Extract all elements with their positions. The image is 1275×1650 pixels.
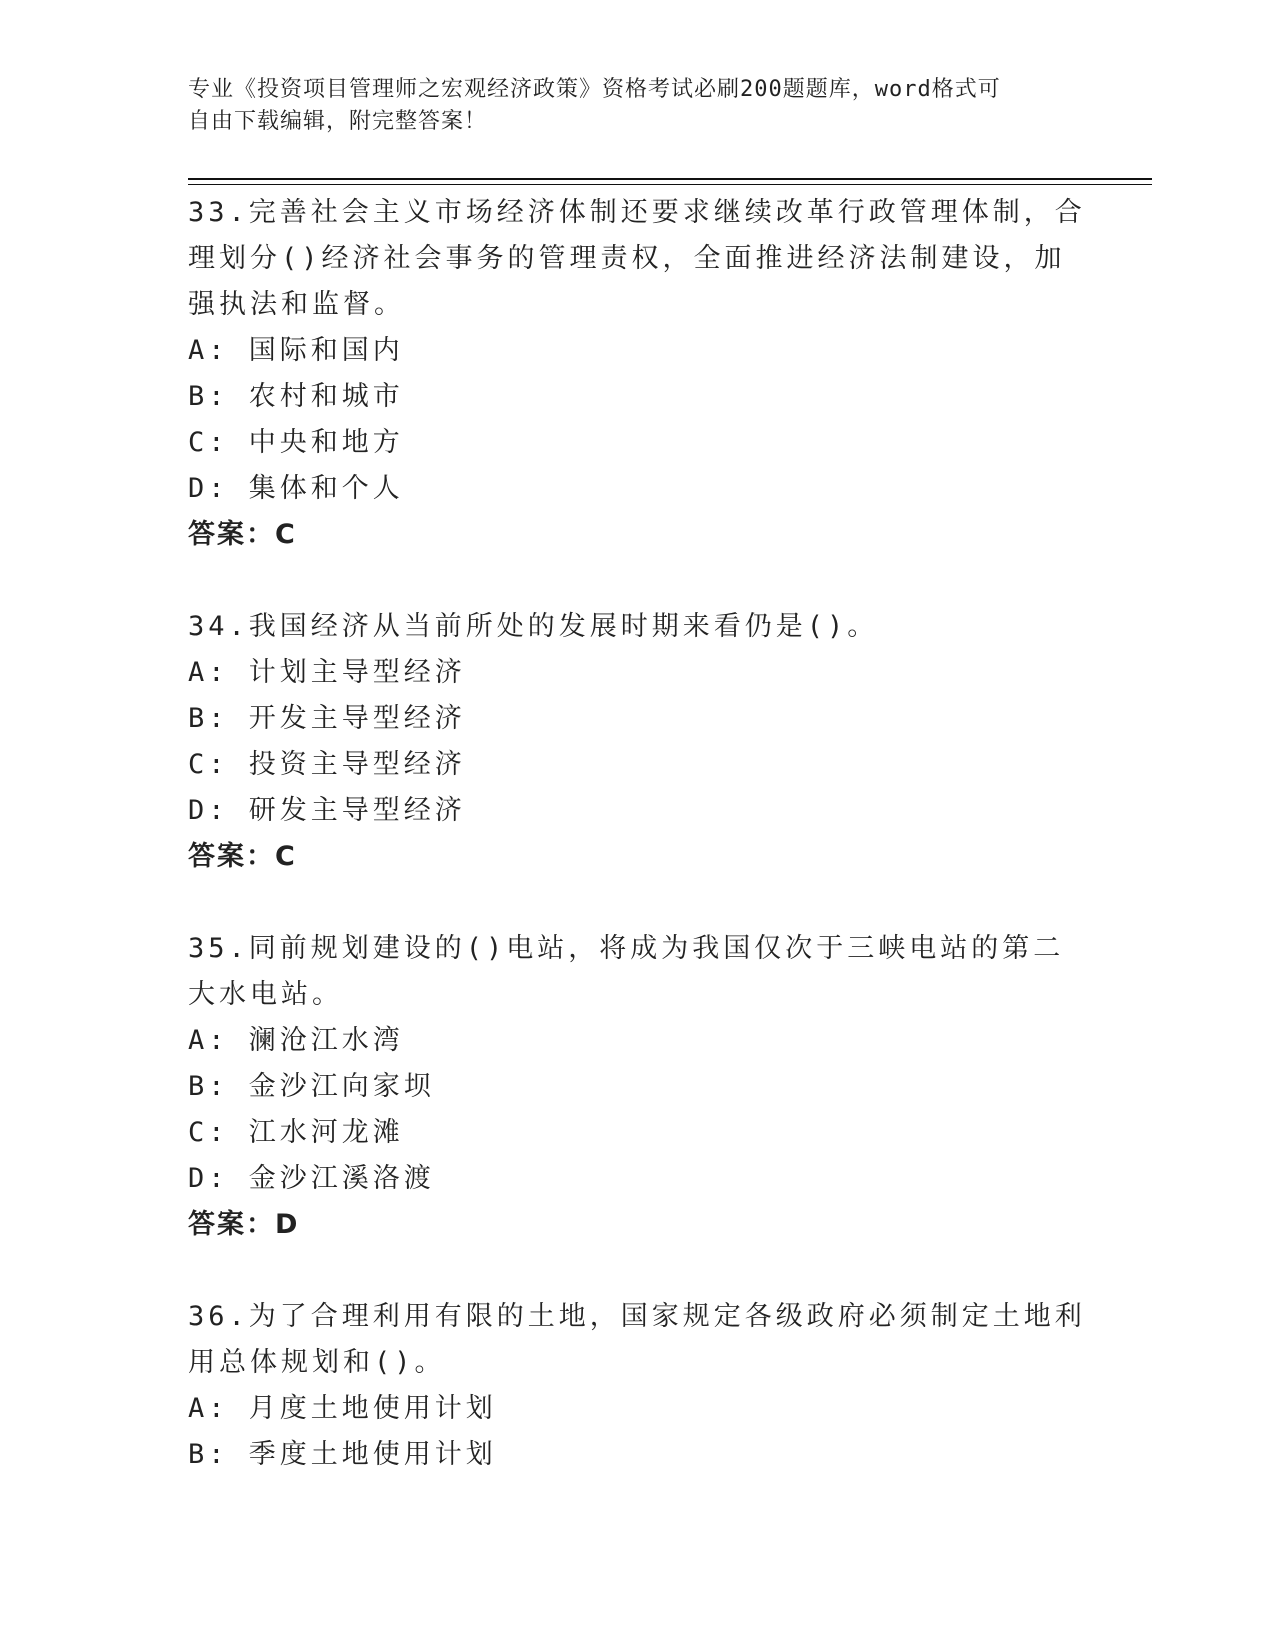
answer-value: D	[275, 1209, 300, 1240]
option-b: B: 季度土地使用计划	[188, 1439, 497, 1470]
option-b: B: 开发主导型经济	[188, 703, 466, 734]
answer-label: 答案：	[188, 841, 275, 872]
option-c: C: 江水河龙滩	[188, 1117, 404, 1148]
option-d: D: 集体和个人	[188, 473, 404, 504]
option-a: A: 国际和国内	[188, 335, 404, 366]
header-line-1: 专业《投资项目管理师之宏观经济政策》资格考试必刷200题题库，word格式可	[188, 77, 1001, 102]
document-header	[188, 74, 1068, 138]
header-line-2: 自由下载编辑，附完整答案！	[188, 109, 488, 134]
answer-line	[188, 834, 1088, 880]
answer-value: C	[275, 841, 297, 872]
question-stem: 34.我国经济从当前所处的发展时期来看仍是()。	[188, 611, 879, 642]
answer-label: 答案：	[188, 519, 275, 550]
answer-value: C	[275, 519, 297, 550]
question-35	[188, 926, 1088, 1248]
header-rule-thick	[188, 178, 1152, 180]
option-b: B: 金沙江向家坝	[188, 1071, 435, 1102]
answer-line	[188, 1202, 1088, 1248]
option-d: D: 金沙江溪洛渡	[188, 1163, 435, 1194]
answer-label: 答案：	[188, 1209, 275, 1240]
question-33	[188, 190, 1088, 558]
option-c: C: 中央和地方	[188, 427, 404, 458]
option-d: D: 研发主导型经济	[188, 795, 466, 826]
question-34	[188, 604, 1088, 880]
question-stem: 36.为了合理利用有限的土地，国家规定各级政府必须制定土地利用总体规划和()。	[188, 1301, 1086, 1378]
question-36	[188, 1294, 1088, 1478]
header-rule-thin	[188, 184, 1152, 185]
option-c: C: 投资主导型经济	[188, 749, 466, 780]
question-list	[188, 190, 1088, 1478]
question-stem: 35.同前规划建设的()电站，将成为我国仅次于三峡电站的第二大水电站。	[188, 933, 1065, 1010]
option-b: B: 农村和城市	[188, 381, 404, 412]
option-a: A: 计划主导型经济	[188, 657, 466, 688]
question-stem: 33.完善社会主义市场经济体制还要求继续改革行政管理体制，合理划分()经济社会事务的管理责权，全面推进经济法制建设，加强执法和监督。	[188, 197, 1086, 320]
option-a: A: 月度土地使用计划	[188, 1393, 497, 1424]
answer-line	[188, 512, 1088, 558]
option-a: A: 澜沧江水湾	[188, 1025, 404, 1056]
